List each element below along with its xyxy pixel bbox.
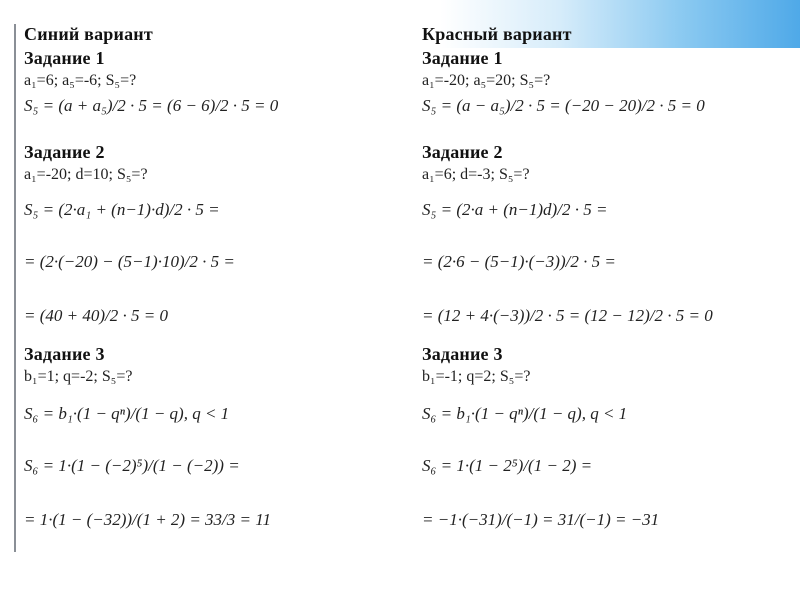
blue-task-3-formula-3: = 1·(1 − (−32))/(1 + 2) = 33/3 = 11 [24,510,271,529]
red-task-2-formula-1: S₅ = (2·a + (n−1)d)/2 · 5 = [422,200,608,219]
blue-task-2-formula-1: S₅ = (2·a₁ + (n−1)·d)/2 · 5 = [24,200,220,219]
blue-variant-title: Синий вариант [24,24,153,44]
red-task-3-formula-1: S₆ = b₁·(1 − qⁿ)/(1 − q), q < 1 [422,404,628,423]
red-task-3-condition: b₁=-1; q=2; S₅=? [422,368,531,385]
red-task-1-label: Задание 1 [422,48,503,68]
blue-task-3-label: Задание 3 [24,344,105,364]
red-task-2-label: Задание 2 [422,142,503,162]
red-task-2-formula-2: = (2·6 − (5−1)·(−3))/2 · 5 = [422,252,616,271]
blue-task-2-formula-3: = (40 + 40)/2 · 5 = 0 [24,306,168,325]
red-task-2-formula-3: = (12 + 4·(−3))/2 · 5 = (12 − 12)/2 · 5 = 0 [422,306,713,325]
red-task-3-label: Задание 3 [422,344,503,364]
blue-task-3-condition: b₁=1; q=-2; S₅=? [24,368,133,385]
blue-task-2-formula-2: = (2·(−20) − (5−1)·10)/2 · 5 = [24,252,235,271]
blue-task-2-label: Задание 2 [24,142,105,162]
left-border-rule [14,24,16,552]
red-task-1-formula: S₅ = (a − a₅)/2 · 5 = (−20 − 20)/2 · 5 = 0 [422,96,705,115]
blue-task-1-label: Задание 1 [24,48,105,68]
blue-task-1-condition: a₁=6; a₅=-6; S₅=? [24,72,137,89]
red-task-1-condition: a₁=-20; a₅=20; S₅=? [422,72,551,89]
red-variant-title: Красный вариант [422,24,572,44]
blue-task-2-condition: a₁=-20; d=10; S₅=? [24,166,148,183]
blue-task-3-formula-1: S₆ = b₁·(1 − qⁿ)/(1 − q), q < 1 [24,404,230,423]
blue-task-1-formula: S₅ = (a + a₅)/2 · 5 = (6 − 6)/2 · 5 = 0 [24,96,279,115]
blue-task-3-formula-2: S₆ = 1·(1 − (−2)⁵)/(1 − (−2)) = [24,456,240,475]
red-task-2-condition: a₁=6; d=-3; S₅=? [422,166,530,183]
red-task-3-formula-2: S₆ = 1·(1 − 2⁵)/(1 − 2) = [422,456,593,475]
red-task-3-formula-3: = −1·(−31)/(−1) = 31/(−1) = −31 [422,510,660,529]
